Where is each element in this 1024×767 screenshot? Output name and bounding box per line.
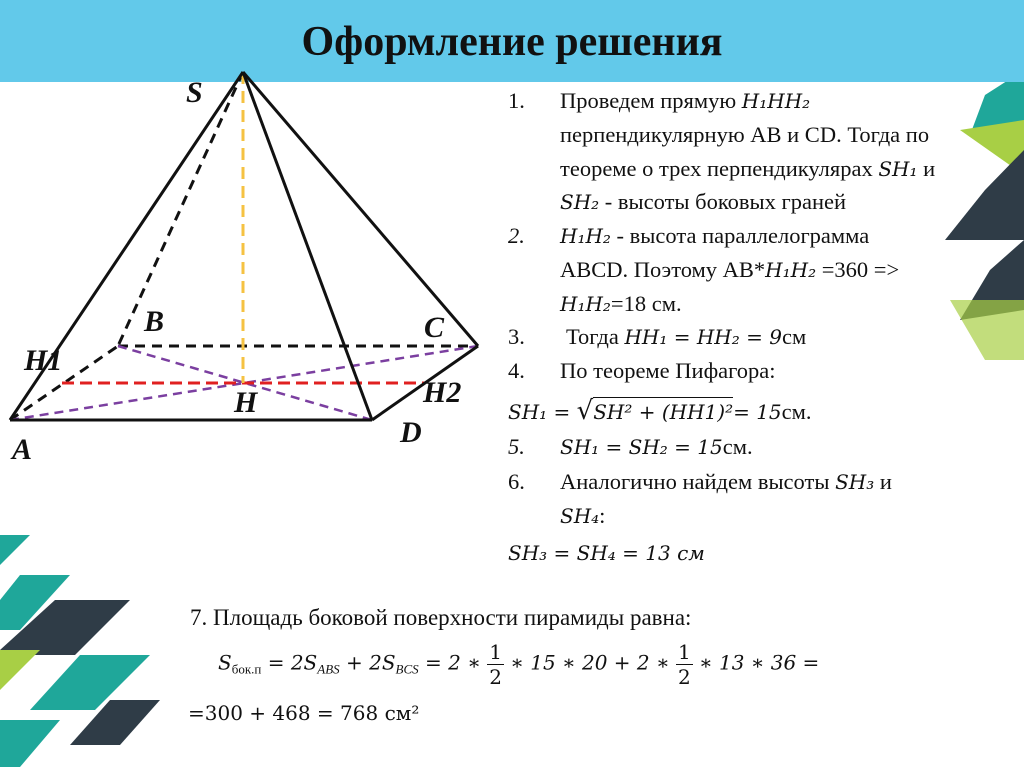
vertex-label-s: S xyxy=(186,76,203,109)
math-expression: + 2S xyxy=(339,650,396,675)
math-expression: H₁HH₂ xyxy=(741,89,811,113)
math-expression: H₁H₂ xyxy=(765,258,817,282)
vertex-label-h1: H1 xyxy=(24,344,63,377)
math-expression: HH₁ = HH₂ = 9 xyxy=(624,325,782,349)
fraction-numerator: 1 xyxy=(489,640,502,664)
final-result xyxy=(188,700,419,726)
step-text-part: - высота параллелограмма xyxy=(610,223,870,248)
step-text xyxy=(560,189,846,215)
vertex-label-h2: H2 xyxy=(423,376,462,409)
math-expression: SH₁ xyxy=(878,157,918,181)
step-text-part: =360 => xyxy=(816,257,900,282)
math-expression: ∗ 15 ∗ 20 + 2 ∗ xyxy=(503,650,676,675)
vertex-label-h: H xyxy=(234,386,258,419)
step-number: 5. xyxy=(508,434,525,459)
step-number: 6. xyxy=(508,469,525,494)
step-text xyxy=(566,324,806,350)
step-text xyxy=(560,291,682,317)
fraction-half xyxy=(676,640,693,689)
unit-text: см. xyxy=(781,399,812,424)
step-text-part: см xyxy=(781,324,807,349)
math-subscript: бок.п xyxy=(231,661,262,677)
pythagoras-formula xyxy=(508,398,812,425)
step-text xyxy=(560,88,810,114)
vertex-label-d: D xyxy=(400,416,422,449)
math-expression: = 2S xyxy=(261,650,318,675)
math-expression: SH₂ xyxy=(560,190,600,214)
step-text xyxy=(560,223,869,249)
vertex-label-c: C xyxy=(424,311,445,344)
step-text-part: ABCD. Поэтому АВ* xyxy=(560,257,766,282)
fraction-denominator: 2 xyxy=(677,665,691,689)
step-result xyxy=(508,540,705,566)
step-text xyxy=(560,156,935,182)
step-text xyxy=(560,434,753,460)
step-text-part: =18 см. xyxy=(610,291,682,316)
vertex-label-a: A xyxy=(12,433,33,466)
math-expression: S xyxy=(218,650,232,675)
step-number: 3. xyxy=(508,324,525,349)
math-subscript: ABS xyxy=(317,661,340,677)
edge-sb xyxy=(118,72,243,346)
step-7-text: 7. Площадь боковой поверхности пирамиды равна: xyxy=(190,605,692,630)
step-text xyxy=(560,503,605,529)
step-text-part: - высоты боковых граней xyxy=(599,189,847,214)
math-expression: SH² + (HH1)² xyxy=(593,397,733,424)
sqrt-sign: √ xyxy=(576,396,594,426)
step-number: 2. xyxy=(508,223,525,248)
math-expression: =300 + 468 = 768 см² xyxy=(188,701,420,725)
step-text-part: см. xyxy=(722,434,753,459)
edge-sd xyxy=(243,72,372,420)
math-expression: H₁H₂ xyxy=(560,292,611,316)
edge-sc xyxy=(243,72,478,346)
step-number: 4. xyxy=(508,358,525,383)
fraction-numerator: 1 xyxy=(677,640,691,664)
fraction-denominator: 2 xyxy=(489,665,502,689)
math-expression: SH₃ = SH₄ = 13 см xyxy=(508,541,705,565)
math-expression: SH₄ xyxy=(560,504,600,528)
area-formula xyxy=(218,640,819,700)
math-expression: ∗ 13 ∗ 36 = xyxy=(692,650,820,675)
math-subscript: BCS xyxy=(395,661,419,677)
step-text-part: и xyxy=(874,469,892,494)
step-text: По теореме Пифагора: xyxy=(560,358,776,383)
step-text-part: теореме о трех перпендикулярах xyxy=(560,156,879,181)
math-expression: SH₃ xyxy=(835,470,875,494)
step-text-part: и xyxy=(917,156,936,181)
step-number: 1. xyxy=(508,88,525,113)
slide-title: Оформление решения xyxy=(301,19,723,65)
vertex-label-b: B xyxy=(144,305,165,338)
step-text-part: Тогда xyxy=(566,324,625,349)
math-expression: H₁H₂ xyxy=(560,224,611,248)
math-expression: = 2 ∗ xyxy=(418,650,488,675)
math-expression: SH₁ = xyxy=(508,400,577,424)
step-text-part: Проведем прямую xyxy=(560,88,742,113)
step-text xyxy=(560,257,899,283)
step-text: перпендикулярную АВ и CD. Тогда по xyxy=(560,122,930,147)
fraction-half xyxy=(487,640,504,689)
math-expression: = 15 xyxy=(733,400,782,424)
step-text-part: Аналогично найдем высоты xyxy=(560,469,836,494)
step-text-part: : xyxy=(599,503,606,528)
math-expression: SH₁ = SH₂ = 15 xyxy=(560,435,723,459)
step-text xyxy=(560,469,892,495)
